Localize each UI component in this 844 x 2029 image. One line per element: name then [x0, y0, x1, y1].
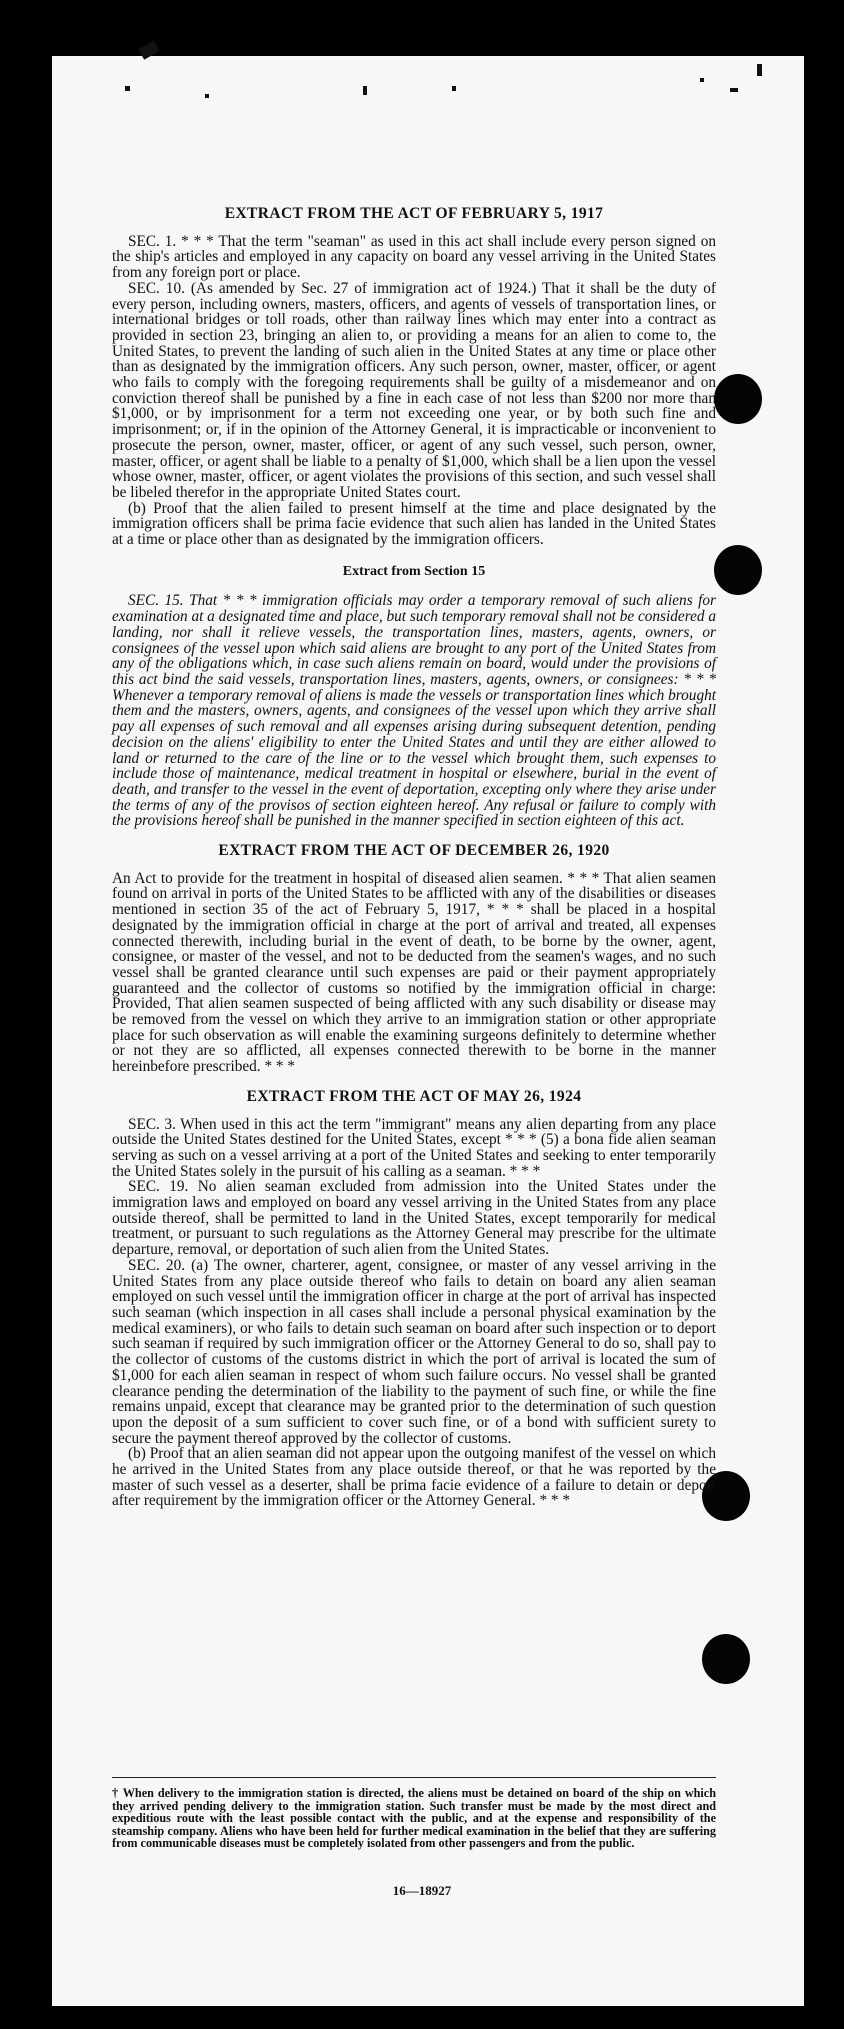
section-subheading: Extract from Section 15 [342, 563, 486, 579]
section-heading: EXTRACT FROM THE ACT OF MAY 26, 1924 [246, 1087, 582, 1105]
section-heading: EXTRACT FROM THE ACT OF FEBRUARY 5, 1917 [224, 205, 604, 222]
paragraph: SEC. 10. (As amended by Sec. 27 of immigration act of 1924.) That it shall be the duty of every person, including owners, masters, officers, and agents of vessels of transportation lines, or international bridges or toll roads, other than railway lines which may enter into a contract as provided in section 23, bringing an alien to, or providing a means for an alien to come to, the United States, to prevent the landing of such alien in the United States at any time or place other than as designated by the immigration officers. Any such person, owner, master, officer, or agent who fails to comply with the foregoing requirements shall be guilty of a misdemeanor and on conviction thereof shall be punished by a fine in each case of not less than $200 nor more than $1,000, or by imprisonment for a term not exceeding one year, or by both such fine and imprisonment; or, if in the opinion of the Attorney General, it is impracticable or inconvenient to prosecute the person, owner, master, officer, or agent of any such vessel, such person, owner, master, officer, or agent shall be liable to a penalty of $1,000, which shall be a lien upon the vessel whose owner, master, officer, or agent violates the provisions of this section, and such vessel shall be libeled therefor in the appropriate United States court. [112, 279, 716, 501]
paragraph: (b) Proof that the alien failed to present himself at the time and place designated by the immigration officers shall be prima facie evidence that such alien has landed in the United States at a time or place other than as designated by the immigration officers. [112, 499, 716, 549]
document-body [112, 206, 716, 1509]
punch-hole [714, 545, 762, 595]
paper-speck [125, 86, 130, 91]
paragraph: An Act to provide for the treatment in hospital of diseased alien seamen. * * * That alien seamen found on arrival in ports of the United States to be afflicted with any of the disabilities or diseases mentioned in section 35 of the act of February 5, 1917, * * * shall be placed in a hospital designated by the immigration official in charge at the port of arrival and treated, all expenses connected therewith, including burial in the event of death, to be borne by the owner, agent, consignee, or master of the vessel, and not to be deducted from the seamen's wages, and no such vessel shall be granted clearance until such expenses are paid or their payment appropriately guaranteed and the collector of customs so notified by the immigration official in charge: Provided, That alien seamen suspected of being afflicted with any such disability or disease may be removed from the vessel on which they arrive to an immigration station or other appropriate place for such observation as will enable the examining surgeons definitely to determine whether or not they are so afflicted, all expenses connected therewith to be borne in the manner hereinbefore prescribed. * * * [112, 869, 716, 1076]
paper-speck [205, 94, 209, 98]
paragraph: SEC. 20. (a) The owner, charterer, agent, consignee, or master of any vessel arriving in the United States from any place outside thereof who fails to detain on board any alien seaman employed on such vessel until the immigration officer in charge at the port of arrival has inspected such seaman (which inspection in all cases shall include a personal physical examination by the medical examiners), or who fails to detain such seaman on board after such inspection or to deport such seaman if required by such immigration officer or the Attorney General to do so, shall pay to the collector of customs of the customs district in which the port of arrival is located the sum of $1,000 for each alien seaman in respect of whom such failure occurs. No vessel shall be granted clearance pending the determination of the liability to the payment of such fine, or while the fine remains unpaid, except that clearance may be granted prior to the determination of such question upon the deposit of a sum sufficient to cover such fine, or of a bond with sufficient surety to secure the payment thereof approved by the collector of customs. [112, 1256, 716, 1447]
paragraph: SEC. 1. * * * That the term "seaman" as used in this act shall include every person signed on the ship's articles and employed in any capacity on board any vessel arriving in the United States from any foreign port or place. [112, 232, 716, 282]
punch-hole [702, 1634, 750, 1684]
paragraph: (b) Proof that an alien seaman did not appear upon the outgoing manifest of the vessel on which he arrived in the United States from any place outside thereof, or that he was reported by the master of such vessel as a deserter, shall be prima facie evidence of a failure to detain or deport after requirement by the immigration officer or the Attorney General. * * * [112, 1445, 716, 1510]
section-heading: EXTRACT FROM THE ACT OF DECEMBER 26, 1920 [218, 842, 610, 860]
paragraph: SEC. 15. That * * * immigration officials may order a temporary removal of such aliens for examination at a designated time and place, but such temporary removal shall not be considered a landing, nor shall it relieve vessels, the transportation lines, masters, agents, owners, or consignees of the vessel upon which said aliens are brought to any port of the United States from any of the obligations which, in case such aliens remain on board, would under the provisions of this act bind the said vessels, transportation lines, masters, agents, owners, or consignees: * * * Whenever a temporary removal of aliens is made the vessels or transportation lines which brought them and the masters, owners, agents, and consignees of the vessel upon which they arrive shall pay all expenses of such removal and all expenses arising during subsequent detention, pending decision on the aliens' eligibility to enter the United States and until they are either allowed to land or returned to the care of the line or to the vessel which brought them, such expenses to include those of maintenance, medical treatment in hospital or elsewhere, burial in the event of death, and transfer to the vessel in the event of deportation, excepting only where they arise under the terms of any of the provisos of section eighteen hereof. Any refusal or failure to comply with the provisions hereof shall be punished in the manner specified in section eighteen of this act. [112, 592, 716, 830]
footnote-divider [112, 1777, 716, 1778]
paper-speck [363, 86, 367, 95]
paper-speck [452, 86, 456, 91]
paper-speck [700, 78, 704, 82]
paragraph: SEC. 3. When used in this act the term "immigrant" means any alien departing from any place outside the United States destined for the United States, except * * * (5) a bona fide alien seaman serving as such on a vessel arriving at a port of the United States and seeking to enter temporarily the United States solely in the pursuit of his calling as a seaman. * * * [112, 1115, 716, 1180]
paper-speck [730, 88, 738, 92]
paragraph: SEC. 19. No alien seaman excluded from admission into the United States under the immigration laws and employed on board any vessel arriving in the United States from any place outside thereof, shall be permitted to land in the United States, except temporarily for medical treatment, or pursuant to such regulations as the Attorney General may prescribe for the ultimate departure, removal, or deportation of such alien from the United States. [112, 1178, 716, 1259]
footnote: † When delivery to the immigration station is directed, the aliens must be detained on board of the ship on which they arrived pending delivery to the immigration station. Such transfer must be made by the most direct and expeditious route with the least possible contact with the public, and at the expense and responsibility of the steamship company. Aliens who have been held for further medical examination in the belief that they are suffering from communicable diseases must be completely isolated from other passengers and from the public. [112, 1786, 716, 1851]
paper-speck [757, 64, 762, 76]
form-code: 16—18927 [392, 1883, 452, 1898]
punch-hole [714, 374, 762, 424]
